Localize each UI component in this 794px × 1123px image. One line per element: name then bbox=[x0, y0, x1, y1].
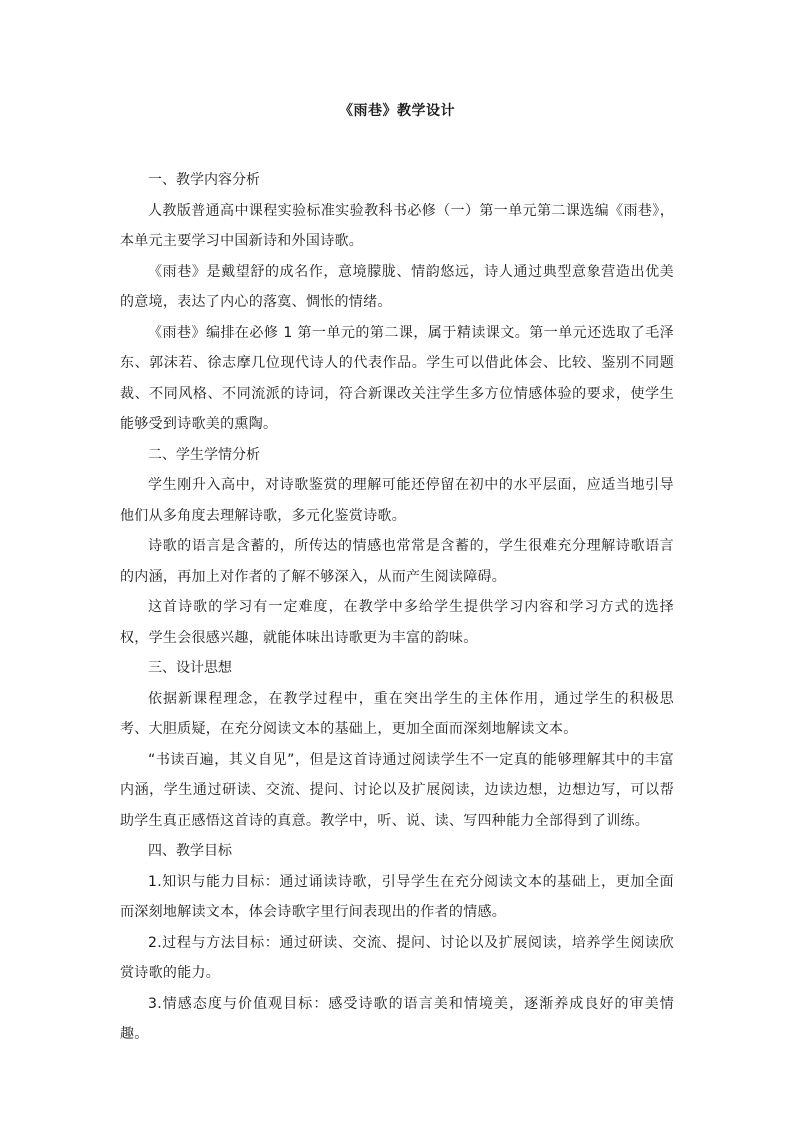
paragraph: 《雨巷》编排在必修 1 第一单元的第二课，属于精读课文。第一单元还选取了毛泽东、郭沫若、徐志摩几位现代诗人的代表作品。学生可以借此体会、比较、鉴别不同题裁、不同风格、不同流派的诗词，符合新课改关注学生多方位情感体验的要求，使学生能够受到诗歌美的熏陶。 bbox=[120, 324, 674, 432]
paragraph: 3.情感态度与价值观目标：感受诗歌的语言美和情境美，逐渐养成良好的审美情趣。 bbox=[120, 995, 674, 1042]
paragraph: 依据新课程理念，在教学过程中，重在突出学生的主体作用，通过学生的积极思考、大胆质疑，在充分阅读文本的基础上，更加全面而深刻地解读文本。 bbox=[120, 690, 674, 737]
paragraph: 这首诗歌的学习有一定难度，在教学中多给学生提供学习内容和学习方式的选择权，学生会很感兴趣，就能体味出诗歌更为丰富的韵味。 bbox=[120, 599, 674, 646]
section-heading: 三、设计思想 bbox=[148, 660, 232, 676]
section-heading: 一、教学内容分析 bbox=[148, 172, 260, 188]
document-title: 《雨巷》教学设计 bbox=[339, 103, 455, 119]
section-heading: 四、教学目标 bbox=[148, 843, 232, 859]
section-student-analysis bbox=[120, 440, 674, 654]
section-heading: 二、学生学情分析 bbox=[148, 446, 260, 463]
paragraph: 2.过程与方法目标：通过研读、交流、提问、讨论以及扩展阅读，培养学生阅读欣赏诗歌的能力。 bbox=[120, 934, 674, 981]
paragraph: 学生刚升入高中，对诗歌鉴赏的理解可能还停留在初中的水平层面，应适当地引导他们从多角度去理解诗歌，多元化鉴赏诗歌。 bbox=[120, 477, 674, 524]
paragraph: 人教版普通高中课程实验标准实验教科书必修（一）第一单元第二课选编《雨巷》，本单元主要学习中国新诗和外国诗歌。 bbox=[120, 202, 674, 249]
section-design-thinking bbox=[120, 653, 674, 836]
paragraph: “书读百遍，其义自见”，但是这首诗通过阅读学生不一定真的能够理解其中的丰富内涵，学生通过研读、交流、提问、讨论以及扩展阅读，边读边想，边想边写，可以帮助学生真正感悟这首诗的真意。教学中，听、说、读、写四种能力全部得到了训练。 bbox=[120, 751, 674, 829]
paragraph: 1.知识与能力目标：通过诵读诗歌，引导学生在充分阅读文本的基础上，更加全面而深刻地解读文本，体会诗歌字里行间表现出的作者的情感。 bbox=[120, 873, 674, 920]
paragraph: 诗歌的语言是含蓄的，所传达的情感也常常是含蓄的，学生很难充分理解诗歌语言的内涵，再加上对作者的了解不够深入，从而产生阅读障碍。 bbox=[120, 538, 674, 585]
paragraph: 《雨巷》是戴望舒的成名作，意境朦胧、情韵悠远，诗人通过典型意象营造出优美的意境，表达了内心的落寞、惆怅的情绪。 bbox=[120, 263, 674, 310]
section-teaching-goals bbox=[120, 836, 674, 1050]
section-content-analysis bbox=[120, 165, 674, 440]
